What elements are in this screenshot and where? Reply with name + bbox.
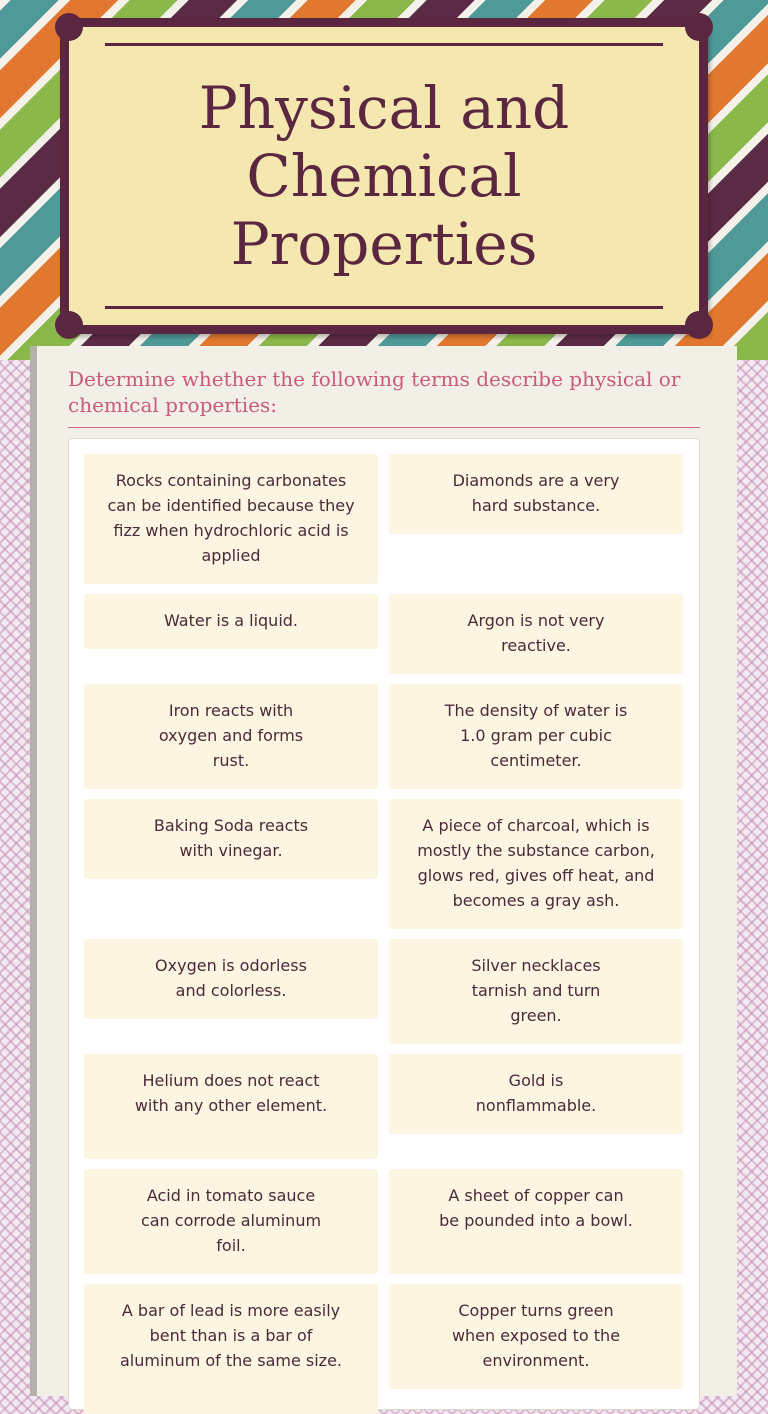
instructions-divider — [68, 427, 700, 428]
term-card-text: Oxygen is odorless and colorless. — [155, 956, 307, 1000]
term-card-text: A sheet of copper can be pounded into a bowl. — [439, 1186, 633, 1230]
term-card[interactable] — [84, 454, 378, 584]
term-card[interactable] — [84, 1284, 378, 1414]
term-card-grid — [68, 438, 700, 1410]
corner-ornament — [55, 13, 83, 41]
term-card[interactable] — [389, 1284, 683, 1389]
term-card[interactable] — [389, 939, 683, 1044]
term-card-text: Baking Soda reacts with vinegar. — [153, 816, 309, 860]
term-card-text: Acid in tomato sauce can corrode aluminum foil. — [140, 1186, 322, 1255]
term-card[interactable] — [389, 799, 683, 929]
term-card[interactable] — [389, 594, 683, 674]
title-rule-top — [105, 43, 663, 46]
term-card-text: Helium does not react with any other element. — [134, 1071, 328, 1115]
term-card[interactable] — [389, 1054, 683, 1134]
title-panel — [69, 27, 699, 325]
page-title: Physical and Chemical Properties — [198, 74, 570, 278]
term-card[interactable] — [84, 684, 378, 789]
term-card[interactable] — [389, 454, 683, 534]
corner-ornament — [685, 311, 713, 339]
term-card-text: A piece of charcoal, which is mostly the substance carbon, glows red, gives off heat, and becomes a gray ash. — [417, 816, 655, 910]
term-card[interactable] — [84, 1054, 378, 1159]
term-card[interactable] — [84, 939, 378, 1019]
term-card-text: Iron reacts with oxygen and forms rust. — [158, 701, 304, 770]
term-card-text: The density of water is 1.0 gram per cubic centimeter. — [444, 701, 628, 770]
term-card-text: Copper turns green when exposed to the environment. — [451, 1301, 621, 1370]
term-card-text: Silver necklaces tarnish and turn green. — [471, 956, 601, 1025]
title-rule-bottom — [105, 306, 663, 309]
worksheet-panel — [30, 346, 737, 1396]
corner-ornament — [685, 13, 713, 41]
term-card-text: Argon is not very reactive. — [467, 611, 605, 655]
term-card[interactable] — [84, 1169, 378, 1274]
term-card[interactable] — [389, 1169, 683, 1274]
instructions-text: Determine whether the following terms describe physical or chemical properties: — [68, 367, 681, 417]
term-card-text: Water is a liquid. — [163, 611, 298, 630]
term-card[interactable] — [389, 684, 683, 789]
term-card-text: Gold is nonflammable. — [475, 1071, 597, 1115]
term-card[interactable] — [84, 594, 378, 649]
title-card — [60, 18, 708, 334]
term-card-text: Rocks containing carbonates can be identified because they fizz when hydrochloric acid is applied — [107, 471, 355, 565]
term-card-text: Diamonds are a very hard substance. — [452, 471, 620, 515]
term-card[interactable] — [84, 799, 378, 879]
term-card-text: A bar of lead is more easily bent than is a bar of aluminum of the same size. — [120, 1301, 342, 1370]
corner-ornament — [55, 311, 83, 339]
